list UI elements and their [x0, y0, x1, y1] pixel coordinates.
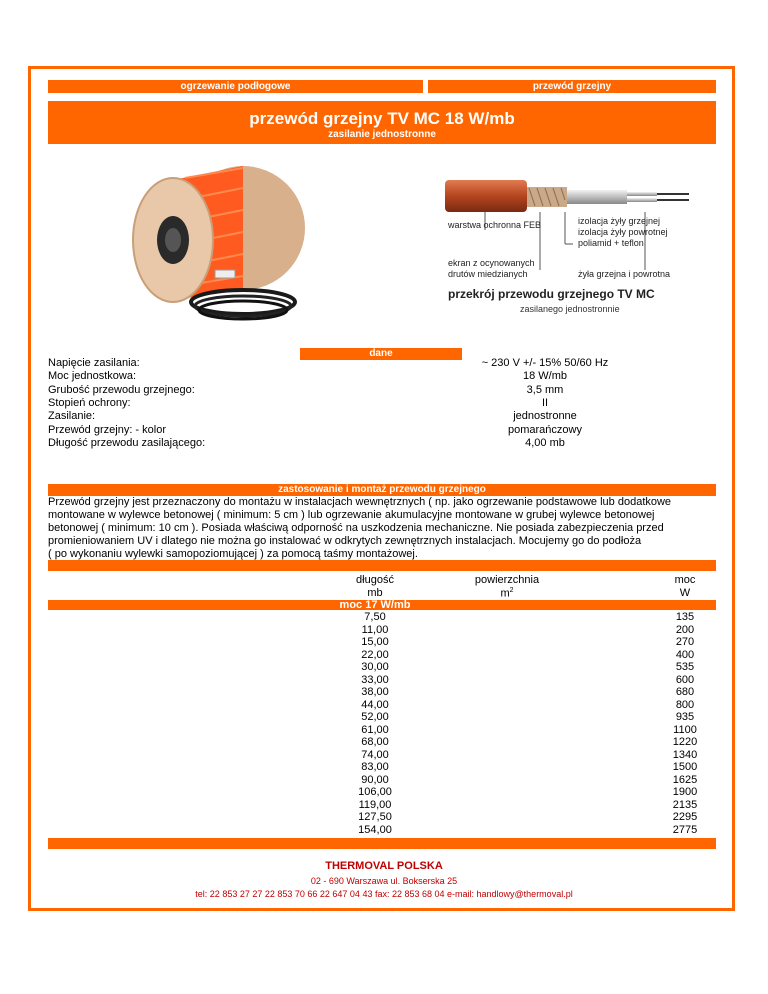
table-cell-power: 535 — [675, 661, 695, 673]
table-cell-length: 15,00 — [361, 636, 389, 648]
table-cell-power: 1220 — [672, 736, 698, 748]
page-title: przewód grzejny TV MC 18 W/mb — [249, 109, 515, 128]
spec-value: 4,00 mb — [525, 436, 565, 449]
label-feb-layer: warstwa ochronna FEB — [448, 220, 542, 230]
usage-line: montowane w wylewce betonowej ( minimum: 5 cm ) lub ogrzewanie akumulacyjne montowane w grubej wylewce betonowej — [48, 509, 655, 521]
company-name: THERMOVAL POLSKA — [325, 860, 443, 872]
table-cell-power: 600 — [675, 673, 695, 686]
table-cell-power: 400 — [675, 648, 695, 661]
title-banner — [48, 101, 716, 144]
cable-spool-image — [125, 160, 325, 335]
label-screen-1: ekran z ocynowanych — [448, 258, 535, 268]
table-cell-length: 52,00 — [361, 711, 389, 723]
table-cell-power: 800 — [675, 698, 695, 711]
spec-label: Długość przewodu zasilającego: — [48, 436, 206, 449]
table-cell-length: 106,00 — [358, 786, 392, 798]
table-cell-power: 1500 — [672, 761, 698, 773]
label-insulation-3: poliamid + teflon — [578, 238, 644, 248]
spec-label: Moc jednostkowa: — [48, 370, 137, 383]
col-area-unit — [462, 587, 552, 600]
table-cell-length: 7,50 — [364, 611, 386, 623]
col-area-unit-base: m — [500, 587, 510, 600]
table-cell-power: 2775 — [672, 823, 698, 836]
table-cell-power: 1340 — [672, 748, 698, 761]
company-contact: tel: 22 853 27 27 22 853 70 66 22 647 04 43 fax: 22 853 68 04 e-mail: handlowy@thermoval.pl — [195, 889, 573, 899]
table-cell-length: 68,00 — [361, 736, 389, 748]
table-cell-power: 935 — [675, 711, 695, 723]
table-cell-power: 135 — [675, 611, 695, 623]
table-cell-power: 680 — [675, 686, 695, 698]
spec-value: jednostronne — [513, 410, 577, 423]
table-cell-length: 119,00 — [358, 798, 392, 811]
table-cell-length: 30,00 — [361, 661, 389, 673]
spec-label: Grubość przewodu grzejnego: — [48, 383, 195, 396]
table-cell-power: 1100 — [673, 723, 697, 736]
label-insulation-2: izolacja żyły powrotnej — [578, 227, 668, 237]
table-cell-length: 74,00 — [361, 748, 389, 761]
usage-heading: zastosowanie i montaż przewodu grzejnego — [48, 484, 716, 496]
spec-label: Napięcie zasilania: — [48, 357, 140, 369]
spec-value: 18 W/mb — [522, 370, 567, 383]
spec-label: Przewód grzejny: - kolor — [48, 423, 166, 436]
table-cell-length: 90,00 — [361, 773, 389, 786]
table-cell-length: 22,00 — [361, 648, 389, 661]
table-cell-length: 33,00 — [361, 673, 389, 686]
diagram-caption: przekrój przewodu grzejnego TV MC — [448, 287, 655, 301]
col-area-title: powierzchnia — [474, 574, 540, 586]
table-cell-power: 270 — [675, 636, 695, 648]
diagram-caption-sub: zasilanego jednostronnie — [520, 304, 620, 314]
specs-heading: dane — [300, 348, 462, 360]
table-cell-length: 83,00 — [361, 761, 389, 773]
table-cell-length: 11,00 — [361, 623, 389, 636]
spec-value: 3,5 mm — [526, 383, 564, 396]
table-cell-power: 200 — [675, 623, 695, 636]
usage-divider — [48, 560, 716, 571]
usage-line: betonowej ( minimum: 10 cm ). Posiada właściwą odporność na uszkodzenia mechaniczne. Nie posiada zabezpieczenia przed — [48, 522, 664, 534]
table-cell-power: 1900 — [672, 786, 698, 798]
spec-value: II — [541, 396, 549, 409]
company-address: 02 - 690 Warszawa ul. Bokserska 25 — [310, 876, 458, 886]
page-subtitle: zasilanie jednostronne — [328, 129, 436, 140]
spec-label: Stopień ochrony: — [48, 396, 131, 409]
category-tab: ogrzewanie podłogowe — [48, 80, 423, 93]
label-screen-2: drutów miedzianych — [448, 269, 528, 279]
table-cell-power: 2295 — [672, 811, 698, 823]
col-power-title: moc — [674, 574, 696, 586]
product-type-tab: przewód grzejny — [428, 80, 716, 93]
usage-line: ( po wykonaniu wylewki samopoziomującej ) za pomocą taśmy montażowej. — [48, 548, 418, 560]
usage-line: Przewód grzejny jest przeznaczony do montażu w instalacjach wewnętrznych ( np. jako ogrzewanie podstawowe lub dodatkowe — [48, 496, 672, 508]
spec-label: Zasilanie: — [48, 410, 96, 423]
col-length-unit: mb — [367, 587, 383, 599]
col-area-unit-sup: 2 — [509, 587, 514, 594]
table-cell-length: 61,00 — [361, 723, 389, 736]
table-cell-length: 127,50 — [358, 811, 392, 823]
col-power-unit: W — [679, 587, 691, 599]
footer-divider — [48, 838, 716, 849]
table-cell-power: 2135 — [672, 798, 698, 811]
table-cell-power: 1625 — [672, 773, 698, 786]
table-cell-length: 44,00 — [361, 698, 389, 711]
spec-value: pomarańczowy — [508, 423, 582, 436]
table-cell-length: 154,00 — [358, 823, 392, 836]
table-cell-length: 38,00 — [361, 686, 389, 698]
col-length-title: długość — [356, 574, 394, 586]
label-core: żyła grzejna i powrotna — [578, 269, 671, 279]
spec-value: ~ 230 V +/- 15% 50/60 Hz — [481, 357, 609, 369]
label-insulation-1: izolacja żyły grzejnej — [578, 216, 661, 226]
usage-line: promieniowaniem UV i dlatego nie można go instalować w odkrytych zewnętrznych instalacjach. Mocujemy go do podłoża — [48, 535, 642, 547]
table-band-label: moc 17 W/mb — [339, 599, 411, 611]
